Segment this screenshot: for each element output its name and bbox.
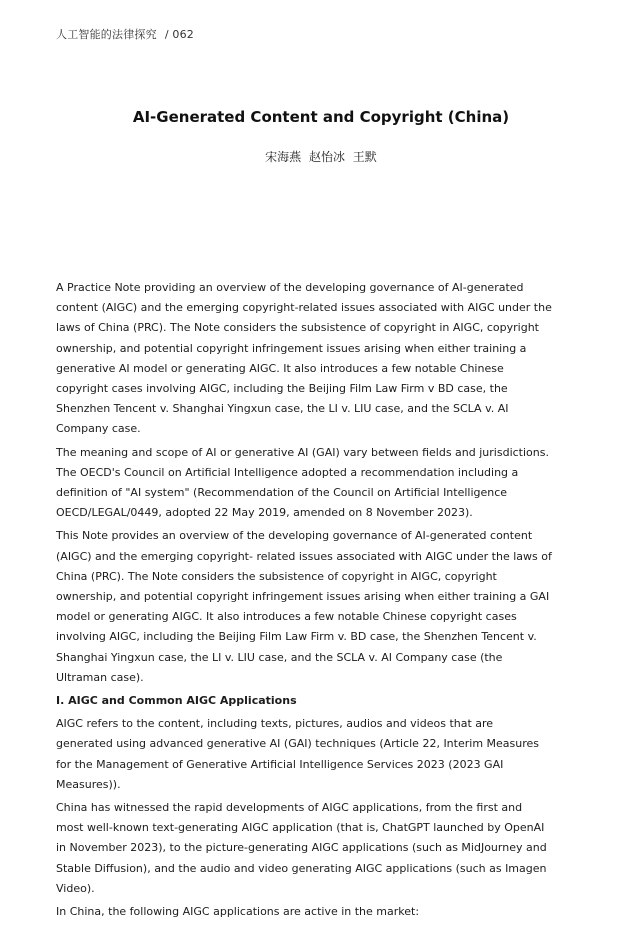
running-header [56,26,194,42]
article-body [56,278,552,925]
article-authors: 宋海燕 赵怡冰 王默 [265,150,377,164]
paragraph: This Note provides an overview of the developing governance of AI-generated content (AIGC) and the emerging copyright- related issues associated with AIGC under the laws of China (PRC). The Note considers the subsistence of copyright in AIGC, copyright ownership, and potential copyright infringement issues arising when either training a GAI model or generating AIGC. It also introduces a few notable Chinese copyright cases involving AIGC, including the Beijing Film Law Firm v. BD case, the Shenzhen Tencent v. Shanghai Yingxun case, the LI v. LIU case, and the SCLA v. AI Company case (the Ultraman case). [56,529,552,684]
paragraph: China has witnessed the rapid developments of AIGC applications, from the first and most well-known text-generating AIGC application (that is, ChatGPT launched by OpenAI in November 2023), to the picture-generating AIGC applications (such as MidJourney and Stable Diffusion), and the audio and video generating AIGC applications (such as Imagen Video). [56,801,547,895]
section-heading: I. AIGC and Common AIGC Applications [56,694,297,708]
book-title: 人工智能的法律探究 [56,28,157,41]
paragraph: A Practice Note providing an overview of the developing governance of AI-generated content (AIGC) and the emerging copyright-related issues associated with AIGC under the laws of China (PRC). The Note considers the subsistence of copyright in AIGC, copyright ownership, and potential copyright infringement issues arising when either training a generative AI model or generating AIGC. It also introduces a few notable Chinese copyright cases involving AIGC, including the Beijing Film Law Firm v BD case, the Shenzhen Tencent v. Shanghai Yingxun case, the LI v. LIU case, and the SCLA v. AI Company case. [56,281,552,436]
article-title: AI-Generated Content and Copyright (China) [132,108,510,126]
paragraph: In China, the following AIGC applications are active in the market: [56,905,420,919]
paragraph: The meaning and scope of AI or generative AI (GAI) vary between fields and jurisdictions. The OECD's Council on Artificial Intelligence adopted a recommendation including a definition of "AI system" (Recommendation of the Council on Artificial Intelligence OECD/LEGAL/0449, adopted 22 May 2019, amended on 8 November 2023). [56,445,549,520]
page-number: / 062 [164,28,195,41]
paragraph: AIGC refers to the content, including texts, pictures, audios and videos that are generated using advanced generative AI (GAI) techniques (Article 22, Interim Measures for the Management of Generative Artificial Intelligence Services 2023 (2023 GAI Measures)). [56,717,540,791]
